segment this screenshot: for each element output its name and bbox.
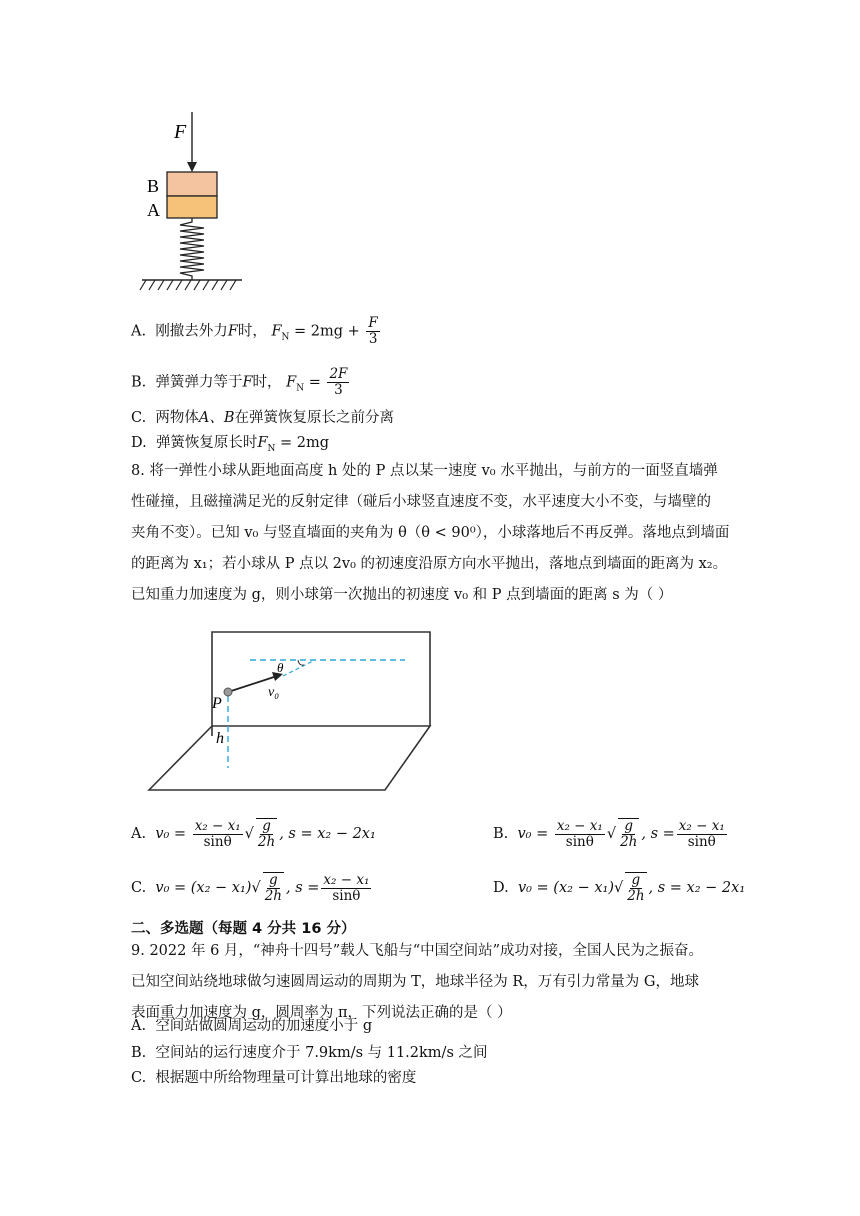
spring	[180, 218, 204, 280]
force-arrowhead	[187, 162, 197, 172]
floor	[149, 726, 430, 790]
ground-hatch	[140, 280, 236, 290]
spring-blocks-figure	[130, 108, 260, 298]
q8-option-d: D. v₀ = (x₂ − x₁)√ $\frac{g}{2h}$ , s = x₂ − 2x₁	[493, 872, 746, 904]
q7-option-c: C. 两物体A、B在弹簧恢复原长之前分离	[131, 410, 395, 426]
block-a	[167, 196, 217, 218]
q9-line-2: 已知空间站绕地球做匀速圆周运动的周期为 T，地球半径为 R，万有引力常量为 G，地球	[131, 974, 699, 990]
q8-line-2: 性碰撞，且磁撞满足光的反射定律（碰后小球竖直速度不变，水平速度大小不变，与墙壁的	[131, 494, 711, 510]
sqrt-sign: √	[613, 880, 624, 896]
v-label: v₀	[268, 685, 280, 700]
q8-stem	[131, 456, 729, 611]
q8-option-b: B. v₀ = $\frac{\text{x₂ − x₁}}{\sin\theta}$ √ $\frac{g}{2h}$ , s = $\frac{\text{x₂ − x₁}}{\sin\theta}$	[493, 817, 725, 850]
h-label: h	[216, 730, 224, 747]
block-b	[167, 172, 217, 196]
p-label: P	[212, 695, 222, 712]
q9-option-a: A. 空间站做圆周运动的加速度小于 g	[131, 1018, 373, 1034]
force-label: F	[174, 121, 187, 143]
q9-option-b: B. 空间站的运行速度介于 7.9km/s 与 11.2km/s 之间	[131, 1045, 488, 1061]
theta-label: θ	[277, 660, 284, 675]
q7-option-a: A. 刚撤去外力F时， $F_N = 2mg$ + $\frac{F}{3}$	[131, 315, 378, 347]
section-heading: 二、多选题（每题 4 分共 16 分）	[131, 921, 356, 937]
block-a-label: A	[147, 200, 160, 220]
q9-option-c: C. 根据题中所给物理量可计算出地球的密度	[131, 1070, 417, 1086]
sqrt-sign: √	[244, 826, 254, 842]
sqrt-sign: √	[606, 826, 617, 842]
q7-option-b: B. 弹簧弹力等于F时， $F_N$ = $\frac{2F}{3}$	[131, 366, 348, 398]
q8-line-3: 夹角不变）。已知 v₀ 与竖直墙面的夹角为 θ（θ < 90⁰），小球落地后不再反弹。落地点到墙面	[131, 525, 730, 541]
ball	[224, 688, 232, 696]
q9-line-3: 表面重力加速度为 g，圆周率为 π，下列说法正确的是（ ）	[131, 1005, 512, 1021]
q8-line-5: 已知重力加速度为 g，则小球第一次抛出的初速度 v₀ 和 P 点到墙面的距离 s 为（ ）	[131, 587, 673, 603]
wall	[212, 632, 430, 736]
q7-option-d: D. 弹簧恢复原长时$F_N = 2mg$	[131, 435, 329, 454]
theta-arc	[298, 660, 304, 665]
q8-option-c: C. v₀ = (x₂ − x₁)√ $\frac{g}{2h}$ , s = $\frac{\text{x₂ − x₁}}{\sin\theta}$	[131, 871, 370, 904]
sqrt-sign: √	[251, 880, 261, 896]
q8-line-4: 的距离为 x₁；若小球从 P 点以 2v₀ 的初速度沿原方向水平抛出，落地点到墙面的距离为 x₂。	[131, 556, 728, 572]
q8-line-1: 8. 将一弹性小球从距地面高度 h 处的 P 点以某一速度 v₀ 水平抛出，与前方的一面竖直墙弹	[131, 463, 718, 479]
q9-line-1: 9. 2022 年 6 月，“神舟十四号”载人飞船与“中国空间站”成功对接，全国人民为之振奋。	[131, 943, 704, 959]
block-b-label: B	[147, 176, 160, 196]
wall-projectile-figure	[140, 626, 460, 796]
q8-option-a: A. v₀ = $\frac{\text{x₂ − x₁}}{\sin\theta}$ √ $\frac{g}{2h}$ , s = x₂ − 2x₁	[131, 817, 376, 850]
